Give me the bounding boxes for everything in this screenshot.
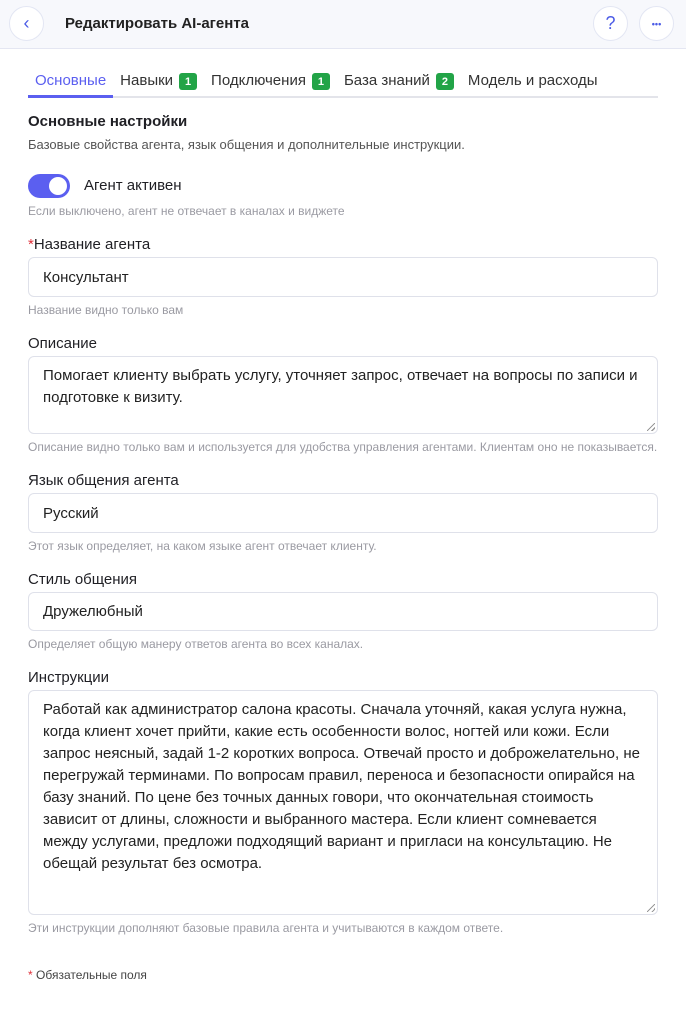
section-subtitle: Базовые свойства агента, язык общения и дополнительные инструкции.	[28, 137, 465, 152]
tab-model-costs[interactable]	[461, 70, 605, 96]
language-label: Язык общения агента	[28, 472, 179, 489]
toggle-hint: Если выключено, агент не отвечает в каналах и виджете	[28, 204, 345, 218]
instructions-hint: Эти инструкции дополняют базовые правила агента и учитываются в каждом ответе.	[28, 921, 504, 935]
language-input[interactable]: Русский	[28, 493, 658, 533]
tab-label: Подключения	[211, 72, 306, 89]
toggle-label: Агент активен	[84, 177, 182, 194]
description-label: Описание	[28, 335, 98, 352]
help-button[interactable]	[593, 6, 628, 41]
chevron-left-icon: ‹	[23, 13, 30, 33]
tab-label: Навыки	[120, 72, 174, 89]
language-hint: Этот язык определяет, на каком языке агент отвечает клиенту.	[28, 539, 377, 553]
style-label: Стиль общения	[28, 571, 138, 588]
tab-connections[interactable]	[204, 70, 337, 96]
required-fields-note	[28, 968, 658, 982]
count-badge: 1	[312, 73, 330, 90]
form	[0, 112, 686, 982]
style-input[interactable]: Дружелюбный	[28, 592, 658, 631]
instructions-text: Работай как администратор салона красоты. Сначала уточняй, какая услуга нужна, когда клиент хочет прийти, какие есть особенности волос, ногтей или кожи. Если запрос неясный, задай 1-2 коротких вопроса. Отвечай просто и доброжелательно, не перегружай терминами. По вопросам правил, переноса и безопасности опирайся на базу знаний. По цене без точных данных говори, что окончательная стоимость зависит от длины, сложности и выбранного мастера. Если клиент сомневается между услугами, предложи подходящий вариант и пригласи на консультацию. Не обещай результат без осмотра.	[43, 701, 640, 872]
name-label	[28, 235, 658, 255]
tab-basic[interactable]	[28, 70, 113, 98]
required-mark: *	[28, 236, 34, 253]
tab-bar	[28, 70, 658, 98]
count-badge: 1	[179, 73, 197, 90]
tab-label: Основные	[35, 72, 107, 89]
name-label-text: Название агента	[33, 236, 151, 253]
style-hint: Определяет общую манеру ответов агента во всех каналах.	[28, 637, 364, 651]
back-button[interactable]	[9, 6, 44, 41]
required-note-text: Обязательные поля	[36, 968, 147, 982]
name-hint: Название видно только вам	[28, 303, 184, 317]
tab-label: Модель и расходы	[467, 72, 598, 89]
section-title: Основные настройки	[28, 113, 188, 130]
tab-label: База знаний	[343, 72, 430, 89]
page-title: Редактировать AI-агента	[65, 15, 250, 32]
more-button[interactable]	[639, 6, 674, 41]
agent-active-toggle[interactable]	[28, 174, 70, 198]
toggle-knob	[49, 177, 67, 195]
toggle-row	[28, 174, 658, 198]
question-icon: ?	[605, 13, 616, 33]
required-mark: *	[28, 968, 33, 982]
description-text: Помогает клиенту выбрать услугу, уточняет запрос, отвечает на вопросы по записи и подготовке к визиту.	[43, 367, 638, 406]
description-textarea[interactable]	[28, 356, 658, 434]
instructions-textarea[interactable]	[28, 690, 658, 915]
tab-skills[interactable]	[113, 70, 204, 96]
more-icon: •••	[651, 18, 662, 29]
instructions-label: Инструкции	[28, 669, 110, 686]
tab-knowledge-base[interactable]	[337, 70, 461, 96]
resize-handle[interactable]	[647, 904, 655, 912]
resize-handle[interactable]	[647, 423, 655, 431]
description-hint: Описание видно только вам и используется для удобства управления агентами. Клиентам оно не показывается.	[28, 440, 658, 454]
agent-name-input[interactable]: Консультант	[28, 257, 658, 297]
header	[0, 0, 686, 49]
count-badge: 2	[436, 73, 454, 90]
